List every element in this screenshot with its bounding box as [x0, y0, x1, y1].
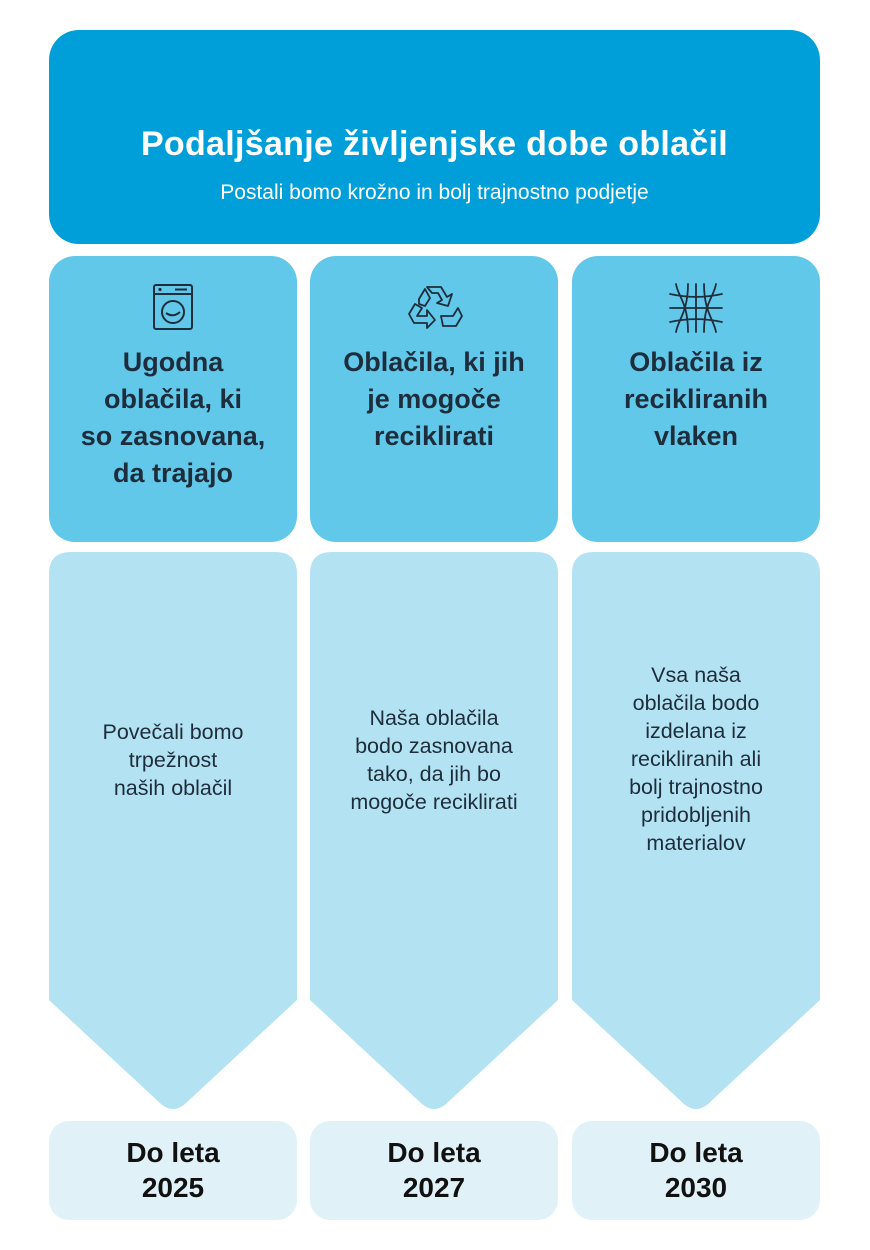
fibers-icon	[668, 282, 724, 332]
category-card-recyclable	[310, 256, 558, 542]
recycle-icon	[405, 282, 463, 332]
goal-text: Povečali bomo trpežnost naših oblačil	[102, 720, 244, 800]
washing-machine-icon	[151, 282, 195, 332]
header-banner	[49, 30, 820, 244]
category-title: Oblačila iz recikliranih vlaken	[623, 347, 769, 451]
goal-text: Vsa naša oblačila bodo izdelana iz recikliranih ali bolj trajnostno pridobljenih materialov	[629, 663, 763, 855]
page-title: Podaljšanje življenjske dobe oblačil	[140, 125, 729, 163]
page-subtitle: Postali bomo krožno in bolj trajnostno podjetje	[220, 181, 649, 204]
deadline-box-2027	[310, 1121, 558, 1220]
category-title: Ugodna oblačila, ki so zasnovana, da trajajo	[80, 347, 266, 488]
deadline-text: Do leta 2025	[126, 1137, 220, 1203]
deadline-text: Do leta 2027	[387, 1137, 481, 1203]
deadline-text: Do leta 2030	[649, 1137, 743, 1203]
arrow-shape	[49, 552, 297, 1109]
category-card-recycled-fibers	[572, 256, 820, 542]
category-title: Oblačila, ki jih je mogoče reciklirati	[343, 347, 525, 451]
goal-arrow-recycled-fibers	[572, 552, 820, 1109]
goal-arrow-recyclable	[310, 552, 558, 1109]
goal-arrow-durable	[49, 552, 297, 1109]
deadline-box-2025	[49, 1121, 297, 1220]
arrow-shape	[310, 552, 558, 1109]
goal-text: Naša oblačila bodo zasnovana tako, da jih bo mogoče reciklirati	[350, 706, 518, 814]
deadline-box-2030	[572, 1121, 820, 1220]
category-card-durable	[49, 256, 297, 542]
